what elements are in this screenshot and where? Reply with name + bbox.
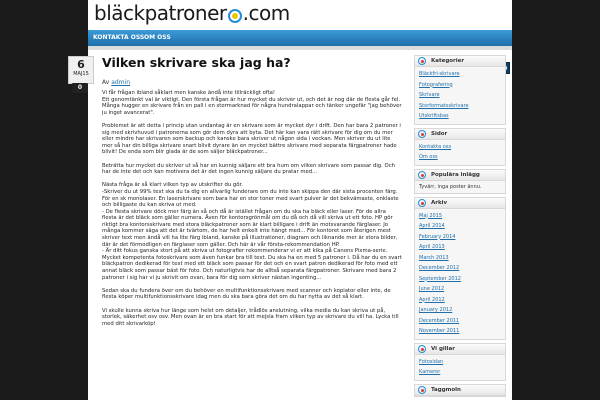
- post-paragraph: Problemet är att detta i princip utan undantag är en skrivare som är mycket dyr i drift. Den har bara 2 patroner i sig med skrivhuvud i patronerna som gör dem dyra att byta. Det här kan vara rätt skrivare för dig om du mer eller mindre har skrivaren som backup och kanske bara skriver ut någon sida i veckan. Men skriver du ut lite mer så har din billiga skrivare snart blivit dyrare än en mycket bättre skrivare med separata färgpatroner hade blivit! De enda som blir glada är de som säljer bläckpatroner...: [102, 122, 401, 156]
- sidebar-link[interactable]: December 2012: [419, 265, 460, 271]
- post-byline: [102, 79, 402, 86]
- nav-divider: [88, 46, 512, 50]
- sidebar-link[interactable]: April 2014: [419, 223, 445, 229]
- widget-title: Sidor: [431, 130, 448, 137]
- site-header: [88, 0, 512, 28]
- sidebar-link[interactable]: November 2011: [419, 328, 460, 334]
- comment-count-badge[interactable]: 0: [72, 83, 88, 93]
- sidebar-link[interactable]: Kontakta oss: [419, 143, 452, 150]
- widget-header: [415, 129, 505, 140]
- post-date-badge: [68, 56, 94, 84]
- widget-header: [415, 56, 505, 67]
- widget-bullet-icon: [418, 386, 426, 394]
- widget-body: [415, 209, 505, 339]
- widget-header: [415, 170, 505, 181]
- sidebar-link[interactable]: Kameror: [419, 369, 441, 375]
- post-paragraph: Nästa fråga är så klart vilken typ av utskrifter du gör. -Skriver du ut 99% text ska du ta dig en allvarlig funderare om du inte kan skippa den där sista procenten färg. För en sk monolaser. En laserskrivare som bara har en stor toner med svart pulver är det bekvämaste, enklaste och billigaste du kan skriva ut med. - De flesta skrivare döck mer färg än så och då är istället frågan om du ska ha bläck eller laser. För de allra flesta är det bläck som gäller numera. Även för kontorsgrönmål om du då och då vill skriva ut ett foto. HP gör riktigt bra kontorsskrivare med stora bläckpatroner som är klart billigare i drift än motsvarande färglaser. Jo många kommer säga att det är tvärtom, de har helt enkelt inte hängt med... För kontoret som återigen mest skriver text men ändå vill ha lite färg ibland, kanske på illustrationer, diagram och liknande mer är stora bilder, där är det förmodligen en färglaser som gäller. Och här är vår första-rekommendation HP. - Är ditt fokus ganska stort på att skriva ut fotografier rekommenderar vi er att kika på Canons Pixma-serie. Mycket kompetenta fotoskrivare som även funkar bra till text. Du ska ha en med 5 patroner i. Då har du en svart bläckpatron dedikerad för text med ett bläck som passar för det och en svart patron dedikerad för foto med ett annat bläck som passar bäst för foto. Och naturligtvis har de alltså separata färgpatroner. Skrivare med bara 2 patroner i sig har vi ju skrivit om ovan, bara för dig som skriver nästan ingenting...: [102, 182, 402, 281]
- sidebar-text: Tyvärr, inga poster ännu.: [419, 183, 482, 190]
- post-paragraph: Sedan ska du fundera över om du behöver en multifunktionsskrivare med scanner och kopiator eller inte, de flesta köper multifunktionsskrivare idag men du ska bara göra det om du har nytta av det så klart.: [102, 287, 391, 301]
- sidebar-widget: [414, 343, 506, 381]
- widget-bullet-icon: [418, 171, 426, 179]
- sidebar-link[interactable]: January 2012: [419, 307, 453, 313]
- sidebar-link[interactable]: Fotosidan: [419, 358, 444, 365]
- widget-header: [415, 198, 505, 209]
- widget-body: [415, 140, 505, 165]
- widget-header: [415, 385, 505, 396]
- sidebar-widget: [414, 384, 506, 397]
- main-navigation: [88, 30, 512, 46]
- widget-title: Taggmoln: [431, 386, 461, 393]
- sidebar: [414, 55, 506, 400]
- widget-body: [415, 355, 505, 380]
- widget-body: [415, 181, 505, 193]
- widget-bullet-icon: [418, 199, 426, 207]
- post-article: [102, 55, 402, 334]
- byline-prefix: Av: [102, 79, 110, 86]
- post-paragraph: Beträtta hur mycket du skriver ut så har en kunnig säljare ett bra hum om vilken skrivare som passar dig. Och har de inte det och kan motivera det är det ingen kunnig säljare du pratar med...: [102, 162, 395, 176]
- sidebar-link[interactable]: Om oss: [419, 154, 438, 160]
- sidebar-widget: [414, 128, 506, 166]
- logo-ink-drop-icon: [228, 9, 242, 23]
- widget-bullet-icon: [418, 130, 426, 138]
- sidebar-link[interactable]: Bläckfri-skrivare: [419, 71, 460, 77]
- sidebar-link[interactable]: Skrivare: [419, 92, 440, 98]
- sidebar-link[interactable]: April 2013: [419, 244, 445, 250]
- site-logo[interactable]: [94, 1, 290, 25]
- sidebar-link[interactable]: March 2013: [419, 254, 449, 261]
- author-link[interactable]: admin: [111, 79, 131, 86]
- post-paragraph: Vi får frågan ibland såklart men kanske ändå inte tillräckligt ofta! Ett genomtänkt val är viktigt. Den första frågan är hur mycket du skriver ut, och det är nog där de flesta går fel. Många hugger en skrivare från en pall i en stormarknad för några hundralappar och tänker ungefär "jag behöver ju inget avancerat".: [102, 90, 402, 116]
- widget-bullet-icon: [418, 57, 426, 65]
- sidebar-widget: [414, 169, 506, 194]
- post-paragraph: Vi skulle kunna skriva hur länge som helst om detaljer, trådlös anslutning, vilka media du kan skriva ut på, storlek, säkerhet osv osv. Men ovan är en bra start för att mejsla fram vilken typ av skrivare du vill ha. Lycka till med ditt skrivarköp!: [102, 307, 399, 327]
- post-content: [102, 90, 402, 327]
- post-day: 6: [77, 58, 85, 71]
- sidebar-widget: [414, 55, 506, 125]
- sidebar-link[interactable]: Storformatsskrivare: [419, 102, 469, 109]
- sidebar-link[interactable]: February 2014: [419, 233, 456, 240]
- widget-title: Kategorier: [431, 58, 465, 64]
- widget-title: Arkiv: [431, 199, 448, 206]
- sidebar-link[interactable]: Fotografering: [419, 81, 453, 88]
- sidebar-link[interactable]: June 2012: [419, 286, 445, 292]
- widget-header: [415, 344, 505, 355]
- nav-item-om-oss[interactable]: OM OSS: [144, 34, 171, 41]
- logo-text-before: bläckpatroner: [94, 1, 227, 25]
- nav-item-kontakta-oss[interactable]: KONTAKTA OSS: [93, 34, 145, 41]
- logo-text-after: .com: [242, 1, 290, 25]
- sidebar-link[interactable]: December 2011: [419, 317, 460, 324]
- post-title[interactable]: Vilken skrivare ska jag ha?: [102, 55, 291, 70]
- sidebar-link[interactable]: Maj 2015: [419, 212, 443, 219]
- sidebar-widget: [414, 197, 506, 340]
- sidebar-link[interactable]: Utskriftsbas: [419, 113, 449, 119]
- sidebar-link[interactable]: April 2012: [419, 296, 445, 303]
- widget-body: [415, 67, 505, 124]
- widget-title: Populära inlägg: [431, 171, 480, 178]
- post-month: MAJ15: [73, 71, 89, 77]
- sidebar-link[interactable]: September 2012: [419, 275, 461, 282]
- widget-title: Vi gillar: [431, 345, 455, 352]
- widget-bullet-icon: [418, 345, 426, 353]
